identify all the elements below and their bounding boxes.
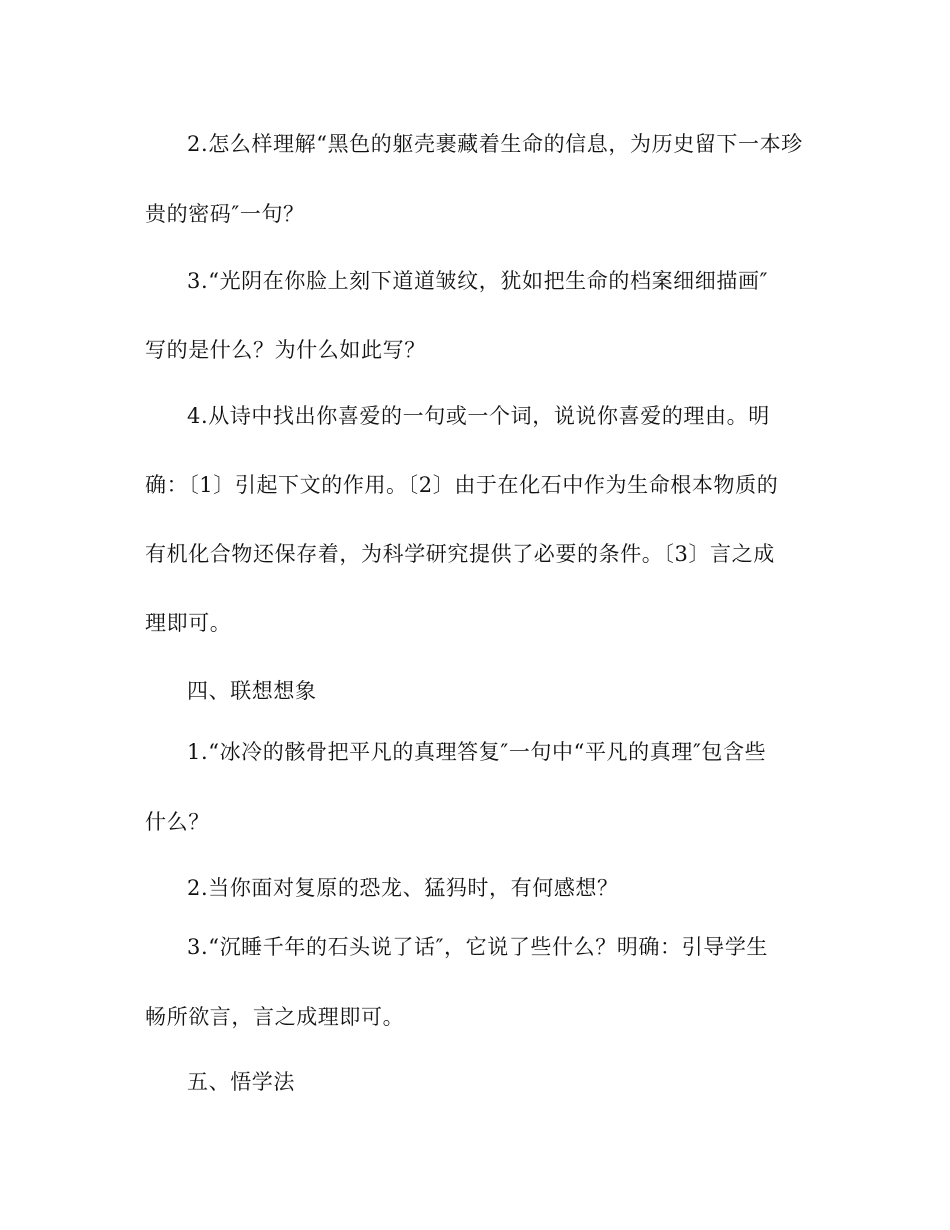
question-2-line-1: 2.怎么样理解“黑色的躯壳裹藏着生命的信息，为历史留下一本珍 — [187, 132, 803, 156]
question-3-line-1: 3.“光阴在你脸上刻下道道皱纹，犹如把生命的档案细细描画″ — [187, 269, 769, 293]
section-4-question-2: 2.当你面对复原的恐龙、猛犸时，有何感想？ — [187, 876, 619, 900]
question-4-line-1: 4.从诗中找出你喜爱的一句或一个词，说说你喜爱的理由。明 — [187, 404, 770, 428]
section-4-question-3-line-1: 3.“沉睡千年的石头说了话″，它说了些什么？明确：引导学生 — [187, 935, 769, 959]
question-3-line-2: 写的是什么？为什么如此写？ — [145, 338, 426, 362]
section-5-heading: 五、悟学法 — [187, 1070, 295, 1094]
answer-line-3: 理即可。 — [145, 611, 232, 635]
question-2-line-2: 贵的密码″一句？ — [145, 202, 305, 226]
section-4-question-3-line-2: 畅所欲言，言之成理即可。 — [145, 1005, 405, 1029]
answer-line-2: 有机化合物还保存着，为科学研究提供了必要的条件。〔3〕言之成 — [145, 542, 775, 566]
section-4-question-1-line-2: 什么？ — [145, 810, 210, 834]
section-4-heading: 四、联想想象 — [187, 679, 317, 703]
answer-line-1: 确：〔1〕引起下文的作用。〔2〕由于在化石中作为生命根本物质的 — [145, 473, 779, 497]
section-4-question-1-line-1: 1.“冰冷的骸骨把平凡的真理答复″一句中“平凡的真理″包含些 — [187, 740, 767, 764]
